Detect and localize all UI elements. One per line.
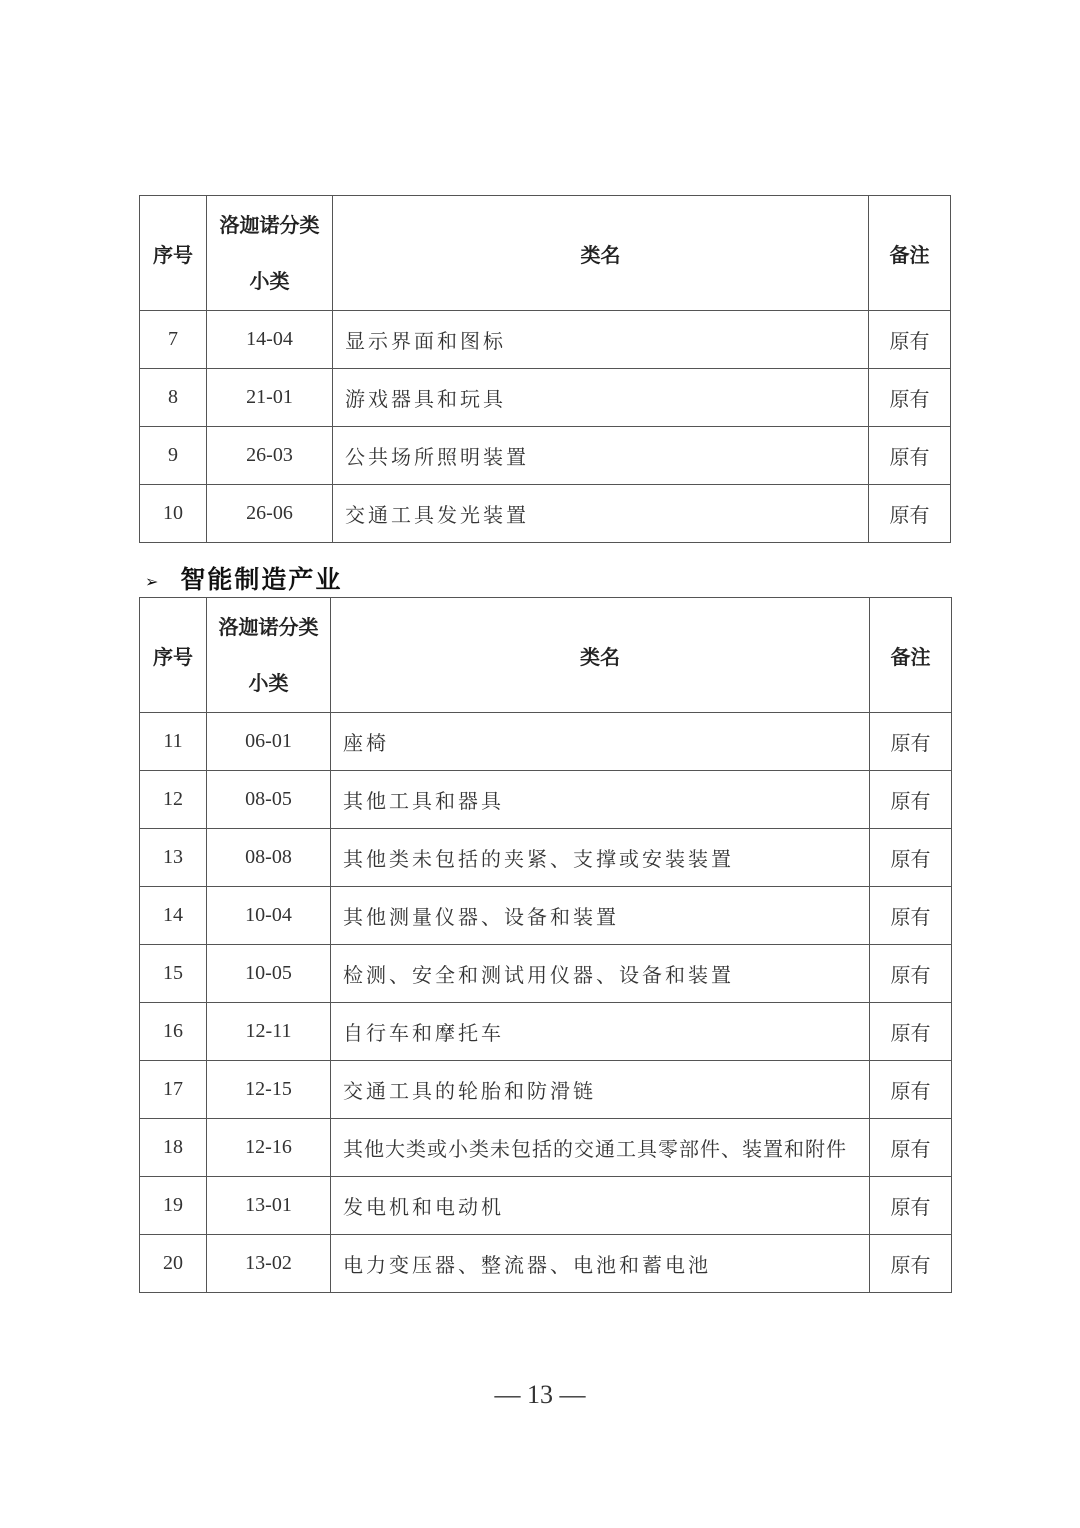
table-row [140, 713, 952, 771]
header-note: 备注 [869, 196, 951, 311]
cell-seq: 12 [140, 771, 207, 829]
cell-code: 10-05 [207, 945, 331, 1003]
cell-code: 13-02 [207, 1235, 331, 1293]
category-table-1 [139, 195, 951, 543]
table-row [140, 1061, 952, 1119]
cell-code: 26-03 [207, 427, 333, 485]
cell-name: 电力变压器、整流器、电池和蓄电池 [331, 1235, 870, 1293]
cell-seq: 16 [140, 1003, 207, 1061]
cell-seq: 9 [140, 427, 207, 485]
cell-name: 交通工具的轮胎和防滑链 [331, 1061, 870, 1119]
table-row [140, 1119, 952, 1177]
table-row [140, 1003, 952, 1061]
cell-note: 原有 [870, 1003, 952, 1061]
table-row [140, 1177, 952, 1235]
cell-name: 检测、安全和测试用仪器、设备和装置 [331, 945, 870, 1003]
cell-note: 原有 [869, 427, 951, 485]
cell-note: 原有 [870, 771, 952, 829]
table-row [140, 771, 952, 829]
cell-note: 原有 [870, 1177, 952, 1235]
cell-seq: 19 [140, 1177, 207, 1235]
table-row [140, 945, 952, 1003]
cell-name: 自行车和摩托车 [331, 1003, 870, 1061]
cell-code: 10-04 [207, 887, 331, 945]
section-heading [145, 560, 342, 596]
cell-code: 06-01 [207, 713, 331, 771]
cell-code: 26-06 [207, 485, 333, 543]
arrow-bullet-icon: ➢ [145, 571, 161, 591]
cell-note: 原有 [869, 369, 951, 427]
header-name: 类名 [331, 598, 870, 713]
cell-note: 原有 [870, 829, 952, 887]
cell-note: 原有 [870, 1119, 952, 1177]
cell-seq: 17 [140, 1061, 207, 1119]
header-locarno-line1: 洛迦诺分类 [218, 615, 319, 639]
cell-seq: 15 [140, 945, 207, 1003]
header-locarno-line2: 小类 [248, 671, 289, 695]
header-note: 备注 [870, 598, 952, 713]
header-locarno [207, 196, 333, 311]
cell-seq: 14 [140, 887, 207, 945]
cell-name: 座椅 [331, 713, 870, 771]
cell-note: 原有 [870, 887, 952, 945]
category-table-2 [139, 597, 952, 1293]
table-row [140, 427, 951, 485]
header-locarno-line1: 洛迦诺分类 [219, 213, 320, 237]
cell-name: 其他大类或小类未包括的交通工具零部件、装置和附件 [331, 1119, 870, 1177]
cell-note: 原有 [870, 945, 952, 1003]
cell-note: 原有 [869, 311, 951, 369]
cell-seq: 18 [140, 1119, 207, 1177]
cell-seq: 8 [140, 369, 207, 427]
cell-seq: 11 [140, 713, 207, 771]
header-seq: 序号 [140, 196, 207, 311]
header-locarno [207, 598, 331, 713]
cell-seq: 10 [140, 485, 207, 543]
cell-name: 其他类未包括的夹紧、支撑或安装装置 [331, 829, 870, 887]
table-row [140, 829, 952, 887]
cell-name: 其他工具和器具 [331, 771, 870, 829]
cell-code: 21-01 [207, 369, 333, 427]
cell-code: 14-04 [207, 311, 333, 369]
header-seq: 序号 [140, 598, 207, 713]
section-title: 智能制造产业 [180, 565, 343, 594]
cell-code: 08-05 [207, 771, 331, 829]
cell-code: 12-11 [207, 1003, 331, 1061]
table-row [140, 311, 951, 369]
table-row [140, 369, 951, 427]
table-row [140, 1235, 952, 1293]
cell-note: 原有 [870, 1235, 952, 1293]
cell-note: 原有 [869, 485, 951, 543]
cell-name: 显示界面和图标 [333, 311, 869, 369]
cell-seq: 13 [140, 829, 207, 887]
cell-name: 发电机和电动机 [331, 1177, 870, 1235]
table-header-row [140, 598, 952, 713]
cell-name: 游戏器具和玩具 [333, 369, 869, 427]
cell-code: 12-16 [207, 1119, 331, 1177]
cell-note: 原有 [870, 713, 952, 771]
cell-code: 12-15 [207, 1061, 331, 1119]
cell-seq: 20 [140, 1235, 207, 1293]
cell-note: 原有 [870, 1061, 952, 1119]
cell-name: 公共场所照明装置 [333, 427, 869, 485]
cell-seq: 7 [140, 311, 207, 369]
table-row [140, 887, 952, 945]
table-row [140, 485, 951, 543]
cell-name: 交通工具发光装置 [333, 485, 869, 543]
header-locarno-line2: 小类 [249, 269, 290, 293]
cell-code: 13-01 [207, 1177, 331, 1235]
cell-code: 08-08 [207, 829, 331, 887]
table-header-row [140, 196, 951, 311]
cell-name: 其他测量仪器、设备和装置 [331, 887, 870, 945]
header-name: 类名 [333, 196, 869, 311]
page-number: — 13 — [494, 1380, 586, 1409]
